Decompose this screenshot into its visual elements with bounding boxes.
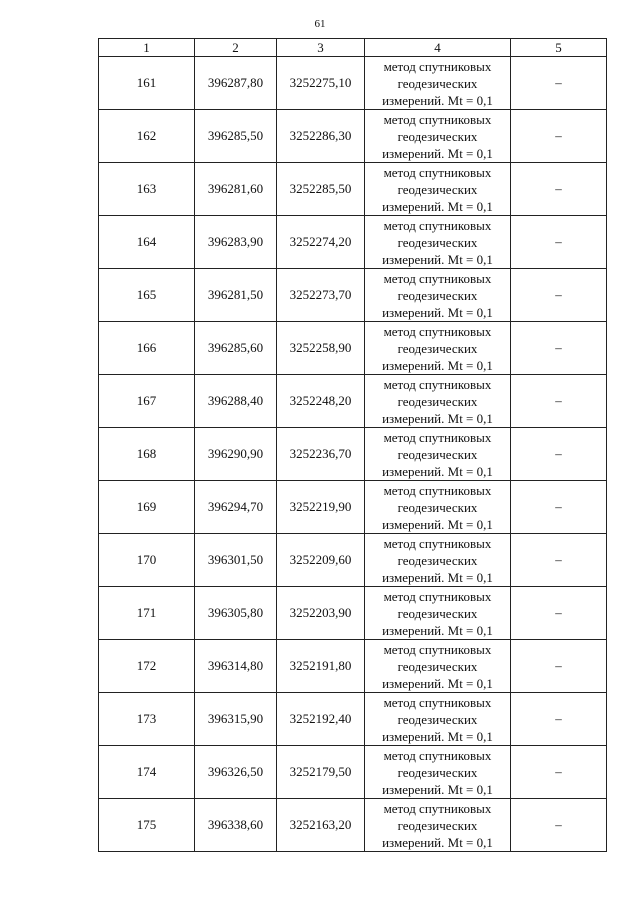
table-row	[99, 799, 607, 852]
method-line: метод спутниковых	[383, 323, 492, 339]
method-line: геодезических	[397, 75, 478, 91]
x-coordinate-cell: 396338,60	[195, 799, 277, 852]
page-number: 61	[314, 18, 326, 30]
point-number-cell: 162	[99, 110, 195, 163]
header-row	[99, 39, 607, 57]
method-line: метод спутниковых	[383, 270, 492, 286]
method-line: метод спутниковых	[383, 694, 492, 710]
method-line: измерений. Mt = 0,1	[382, 516, 493, 532]
x-coordinate-cell: 396290,90	[195, 428, 277, 481]
method-line: измерений. Mt = 0,1	[382, 410, 493, 426]
note-cell: –	[511, 746, 607, 799]
note-cell: –	[511, 481, 607, 534]
x-coordinate-cell: 396314,80	[195, 640, 277, 693]
note-cell: –	[511, 322, 607, 375]
note-cell: –	[511, 587, 607, 640]
y-coordinate-cell: 3252286,30	[277, 110, 365, 163]
method-line: измерений. Mt = 0,1	[382, 304, 493, 320]
y-coordinate-cell: 3252179,50	[277, 746, 365, 799]
point-number-cell: 163	[99, 163, 195, 216]
point-number-cell: 169	[99, 481, 195, 534]
method-cell	[365, 799, 511, 852]
method-cell	[365, 640, 511, 693]
point-number-cell: 168	[99, 428, 195, 481]
note-cell: –	[511, 693, 607, 746]
method-cell	[365, 57, 511, 110]
method-line: метод спутниковых	[383, 535, 492, 551]
note-cell: –	[511, 269, 607, 322]
method-line: геодезических	[397, 287, 478, 303]
header-col-5: 5	[511, 39, 607, 57]
y-coordinate-cell: 3252192,40	[277, 693, 365, 746]
table-row	[99, 216, 607, 269]
x-coordinate-cell: 396283,90	[195, 216, 277, 269]
method-line: метод спутниковых	[383, 429, 492, 445]
y-coordinate-cell: 3252203,90	[277, 587, 365, 640]
point-number-cell: 165	[99, 269, 195, 322]
y-coordinate-cell: 3252236,70	[277, 428, 365, 481]
method-line: геодезических	[397, 605, 478, 621]
method-cell	[365, 269, 511, 322]
x-coordinate-cell: 396287,80	[195, 57, 277, 110]
x-coordinate-cell: 396288,40	[195, 375, 277, 428]
method-line: метод спутниковых	[383, 376, 492, 392]
method-line: метод спутниковых	[383, 482, 492, 498]
x-coordinate-cell: 396305,80	[195, 587, 277, 640]
method-line: геодезических	[397, 234, 478, 250]
table-row	[99, 746, 607, 799]
method-line: измерений. Mt = 0,1	[382, 569, 493, 585]
table-row	[99, 322, 607, 375]
point-number-cell: 173	[99, 693, 195, 746]
header-col-3: 3	[277, 39, 365, 57]
table-body	[99, 57, 607, 852]
note-cell: –	[511, 57, 607, 110]
table-row	[99, 428, 607, 481]
note-cell: –	[511, 534, 607, 587]
point-number-cell: 170	[99, 534, 195, 587]
x-coordinate-cell: 396301,50	[195, 534, 277, 587]
note-cell: –	[511, 640, 607, 693]
method-line: геодезических	[397, 181, 478, 197]
x-coordinate-cell: 396315,90	[195, 693, 277, 746]
y-coordinate-cell: 3252248,20	[277, 375, 365, 428]
method-line: геодезических	[397, 499, 478, 515]
method-line: геодезических	[397, 711, 478, 727]
table-row	[99, 481, 607, 534]
method-line: геодезических	[397, 817, 478, 833]
method-line: измерений. Mt = 0,1	[382, 675, 493, 691]
table-row	[99, 693, 607, 746]
point-number-cell: 172	[99, 640, 195, 693]
method-cell	[365, 216, 511, 269]
point-number-cell: 167	[99, 375, 195, 428]
method-line: измерений. Mt = 0,1	[382, 781, 493, 797]
method-line: измерений. Mt = 0,1	[382, 834, 493, 850]
method-line: измерений. Mt = 0,1	[382, 198, 493, 214]
method-cell	[365, 693, 511, 746]
y-coordinate-cell: 3252275,10	[277, 57, 365, 110]
method-line: геодезических	[397, 764, 478, 780]
y-coordinate-cell: 3252273,70	[277, 269, 365, 322]
table-row	[99, 57, 607, 110]
point-number-cell: 166	[99, 322, 195, 375]
note-cell: –	[511, 163, 607, 216]
table-row	[99, 640, 607, 693]
method-cell	[365, 110, 511, 163]
table-header	[99, 39, 607, 57]
x-coordinate-cell: 396326,50	[195, 746, 277, 799]
y-coordinate-cell: 3252258,90	[277, 322, 365, 375]
note-cell: –	[511, 375, 607, 428]
note-cell: –	[511, 428, 607, 481]
table-row	[99, 269, 607, 322]
x-coordinate-cell: 396281,50	[195, 269, 277, 322]
method-cell	[365, 534, 511, 587]
header-col-4: 4	[365, 39, 511, 57]
note-cell: –	[511, 799, 607, 852]
coordinates-table	[98, 38, 607, 852]
table-row	[99, 163, 607, 216]
table-row	[99, 534, 607, 587]
table-row	[99, 375, 607, 428]
method-cell	[365, 481, 511, 534]
y-coordinate-cell: 3252285,50	[277, 163, 365, 216]
method-line: измерений. Mt = 0,1	[382, 251, 493, 267]
method-cell	[365, 746, 511, 799]
method-line: метод спутниковых	[383, 747, 492, 763]
method-line: метод спутниковых	[383, 164, 492, 180]
table-row	[99, 110, 607, 163]
method-cell	[365, 587, 511, 640]
method-cell	[365, 428, 511, 481]
point-number-cell: 171	[99, 587, 195, 640]
method-line: измерений. Mt = 0,1	[382, 463, 493, 479]
header-col-1: 1	[99, 39, 195, 57]
y-coordinate-cell: 3252219,90	[277, 481, 365, 534]
method-line: измерений. Mt = 0,1	[382, 728, 493, 744]
x-coordinate-cell: 396285,60	[195, 322, 277, 375]
x-coordinate-cell: 396285,50	[195, 110, 277, 163]
method-line: измерений. Mt = 0,1	[382, 92, 493, 108]
method-cell	[365, 375, 511, 428]
method-line: геодезических	[397, 340, 478, 356]
method-cell	[365, 322, 511, 375]
point-number-cell: 174	[99, 746, 195, 799]
note-cell: –	[511, 216, 607, 269]
method-cell	[365, 163, 511, 216]
method-line: метод спутниковых	[383, 217, 492, 233]
x-coordinate-cell: 396294,70	[195, 481, 277, 534]
method-line: геодезических	[397, 446, 478, 462]
method-line: геодезических	[397, 658, 478, 674]
y-coordinate-cell: 3252163,20	[277, 799, 365, 852]
method-line: метод спутниковых	[383, 111, 492, 127]
method-line: геодезических	[397, 128, 478, 144]
method-line: геодезических	[397, 393, 478, 409]
y-coordinate-cell: 3252209,60	[277, 534, 365, 587]
x-coordinate-cell: 396281,60	[195, 163, 277, 216]
method-line: метод спутниковых	[383, 58, 492, 74]
method-line: метод спутниковых	[383, 588, 492, 604]
method-line: измерений. Mt = 0,1	[382, 145, 493, 161]
method-line: измерений. Mt = 0,1	[382, 357, 493, 373]
point-number-cell: 175	[99, 799, 195, 852]
point-number-cell: 164	[99, 216, 195, 269]
note-cell: –	[511, 110, 607, 163]
method-line: геодезических	[397, 552, 478, 568]
y-coordinate-cell: 3252191,80	[277, 640, 365, 693]
header-col-2: 2	[195, 39, 277, 57]
method-line: измерений. Mt = 0,1	[382, 622, 493, 638]
table-row	[99, 587, 607, 640]
y-coordinate-cell: 3252274,20	[277, 216, 365, 269]
point-number-cell: 161	[99, 57, 195, 110]
method-line: метод спутниковых	[383, 800, 492, 816]
method-line: метод спутниковых	[383, 641, 492, 657]
